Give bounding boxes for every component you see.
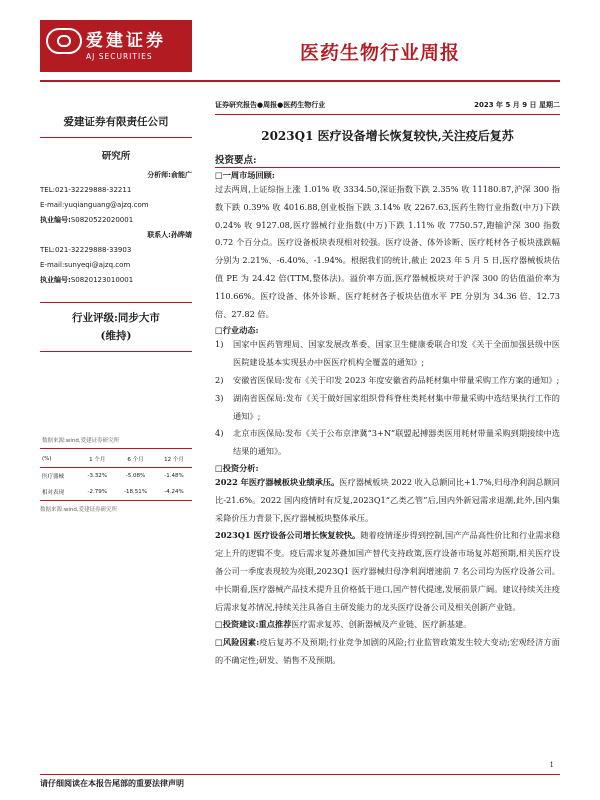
logo-mark-icon bbox=[46, 28, 82, 54]
analyst-tel: TEL:021-32229888-32211 bbox=[40, 186, 132, 194]
report-category: 证券研究报告●周报●医药生物行业 bbox=[215, 101, 326, 109]
list-item: 2) 安徽省医保局:发布《关于印发 2023 年度安徽省药品耗材集中带量采购工作方案的通知》; bbox=[215, 374, 560, 385]
table-cell: -1.48% bbox=[164, 473, 184, 479]
sidebar bbox=[40, 96, 192, 513]
investment-suggestion: □投资建议:重点推荐医疗需求复苏、创新器械及产业链、医疗新基建。 bbox=[215, 619, 472, 630]
analyst-line: 分析师:俞能广 bbox=[147, 171, 192, 179]
rating-maintain: (维持) bbox=[100, 330, 132, 342]
analysis-paragraph-2: 2023Q1 医疗设备公司增长恢复较快。随着疫情逐步得到控制,国产产品高性价比和行业需求稳定上升的逻辑不变。疫后需求复苏叠加国产替代支持政策,医疗设备市场复苏超预期,相关医疗设备公司一季度表现较为亮眼,2023Q1 医疗器械归母净利润增速前 7 名公司均为医疗设备公司。中长期看,医疗器械产品技术提升且价格低于进口,国产替代提速,发展前景广阔。建议持续关注疫后需求复苏情况,持续关注具备自主研发能力的龙头医疗设备公司及相关创新产业链。 bbox=[215, 530, 561, 612]
header-divider bbox=[40, 80, 560, 82]
contact-line: 联系人:孙晔婧 bbox=[147, 231, 192, 239]
logo-english-name: AJ SECURITIES bbox=[86, 52, 153, 61]
company-name: 爱建证券有限责任公司 bbox=[40, 96, 192, 138]
meta-divider bbox=[215, 114, 560, 115]
table-cell: -2.79% bbox=[79, 484, 115, 501]
table-header: 6 个月 bbox=[115, 451, 156, 468]
investment-analysis-heading: □投资分析: bbox=[215, 462, 259, 473]
market-review-heading: □一周市场回顾: bbox=[215, 170, 275, 180]
analyst-name: 俞能广 bbox=[171, 171, 192, 179]
industry-news-list bbox=[215, 336, 560, 461]
industry-news-heading: □行业动态: bbox=[215, 325, 259, 336]
list-item: 1) 国家中医药管理局、国家发展改革委、国家卫生健康委联合印发《关于全面加强县级中医医院建设基本实现县办中医医疗机构全覆盖的通知》; bbox=[215, 339, 560, 368]
report-meta bbox=[215, 100, 560, 112]
report-type-title: 医药生物行业周报 bbox=[300, 42, 461, 64]
logo-chinese-name: 爱建证券 bbox=[86, 31, 166, 51]
performance-table bbox=[40, 451, 192, 501]
department-name: 研究所 bbox=[101, 151, 131, 162]
report-headline: 2023Q1 医疗设备增长恢复较快,关注疫后复苏 bbox=[261, 129, 514, 143]
company-logo bbox=[40, 20, 192, 72]
main-content bbox=[215, 100, 560, 670]
list-item: 3) 湖南省医保局:发布《关于做好国家组织骨科脊柱类耗材集中带量采购中选结果执行工作的通知》; bbox=[215, 392, 560, 421]
contact-email[interactable]: E-mail:sunyeqi@ajzq.com bbox=[40, 261, 131, 269]
page-header bbox=[0, 0, 600, 82]
table-cell: -4.24% bbox=[156, 484, 192, 501]
chart-source: 数据来源:wind,爱建证券研究所 bbox=[42, 438, 120, 444]
table-row bbox=[40, 484, 192, 501]
contact-block bbox=[40, 168, 192, 288]
table-cell: 相对表现 bbox=[40, 484, 79, 501]
industry-rating bbox=[40, 302, 192, 352]
table-cell: -18.51% bbox=[115, 484, 156, 501]
list-item: 4) 北京市医保局:发布《关于公布京津冀“3+N”联盟起搏器类医用耗材带量采购到期接续中选结果的通知》。 bbox=[215, 428, 560, 457]
table-row bbox=[40, 468, 192, 485]
table-source: 数据来源:wind,爱建证券研究所 bbox=[40, 507, 118, 513]
table-header: (%) bbox=[40, 451, 79, 468]
risk-factors: □风险因素:疫后复苏不及预期;行业竞争加剧的风险;行业监管政策发生较大变动;宏观经济方面的不确定性;研发、销售不及预期。 bbox=[215, 637, 560, 665]
page-number: 1 bbox=[549, 761, 554, 769]
footer-divider bbox=[40, 774, 560, 775]
legal-disclaimer-link: 请仔细阅读在本报告尾部的重要法律声明 bbox=[40, 779, 184, 788]
table-cell: -5.08% bbox=[125, 473, 146, 479]
analyst-email[interactable]: E-mail:yuqianguang@ajzq.com bbox=[40, 201, 149, 209]
contact-tel: TEL:021-32229888-33903 bbox=[40, 246, 132, 254]
report-date: 2023 年 5 月 9 日 星期二 bbox=[474, 101, 560, 109]
contact-cert: 执业编号:S0820123010001 bbox=[40, 276, 134, 284]
rating-line: 行业评级:同步大市 bbox=[72, 312, 160, 324]
table-cell: -3.32% bbox=[87, 473, 107, 479]
analyst-cert: 执业编号:S0820522020001 bbox=[40, 216, 134, 224]
page-footer bbox=[40, 761, 560, 788]
key-points-heading: 投资要点: bbox=[215, 152, 560, 168]
table-header: 12 个月 bbox=[156, 451, 192, 468]
contact-name: 孙晔婧 bbox=[171, 231, 192, 239]
analysis-paragraph-1: 2022 年医疗器械板块业绩承压。医疗器械板块 2022 收入总额同比+1.7%,归母净利润总额同比-21.6%。2022 国内疫情时有反复,2023Q1“乙类乙管”后,国内外新冠需求退潮,此外,国内集采降价压力背景下,医疗器械板块整体承压。 bbox=[215, 476, 560, 523]
performance-chart-area bbox=[40, 352, 192, 449]
table-header: 1 个月 bbox=[79, 451, 115, 468]
market-review-text: 过去两周,上证综指上涨 1.01% 收 3334.50,深证指数下跌 2.35% 收 11180.87,沪深 300 指数下跌 0.39% 收 4016.88,创业板指下跌 3.14% 收 2267.63,医药生物行业指数(中万)下跌 0.24% 收 9127.08,医疗器械行业指数(中万)下跌 1.11% 收 7750.57,跑输沪深 300 指数 0.72 个百分点。医疗设备板块表现相对较强。医疗设备、体外诊断、医疗耗材各子板块涨跌幅分别为 2.21%、-6.40%、-1.94%。根据我们的统计,截止 2023 年 5 月 5 日,医疗器械板块估值 PE 为 24.42 倍(TTM,整体法)。溢价率方面,医疗器械板块对于沪深 300 的估值溢价率为 110.66%。医疗设备、体外诊断、医疗耗材各子板块估值水平 PE 分别为 34.36 倍、12.73 倍、27.82 倍。 bbox=[215, 184, 560, 319]
table-cell: 医疗器械 bbox=[42, 474, 65, 480]
